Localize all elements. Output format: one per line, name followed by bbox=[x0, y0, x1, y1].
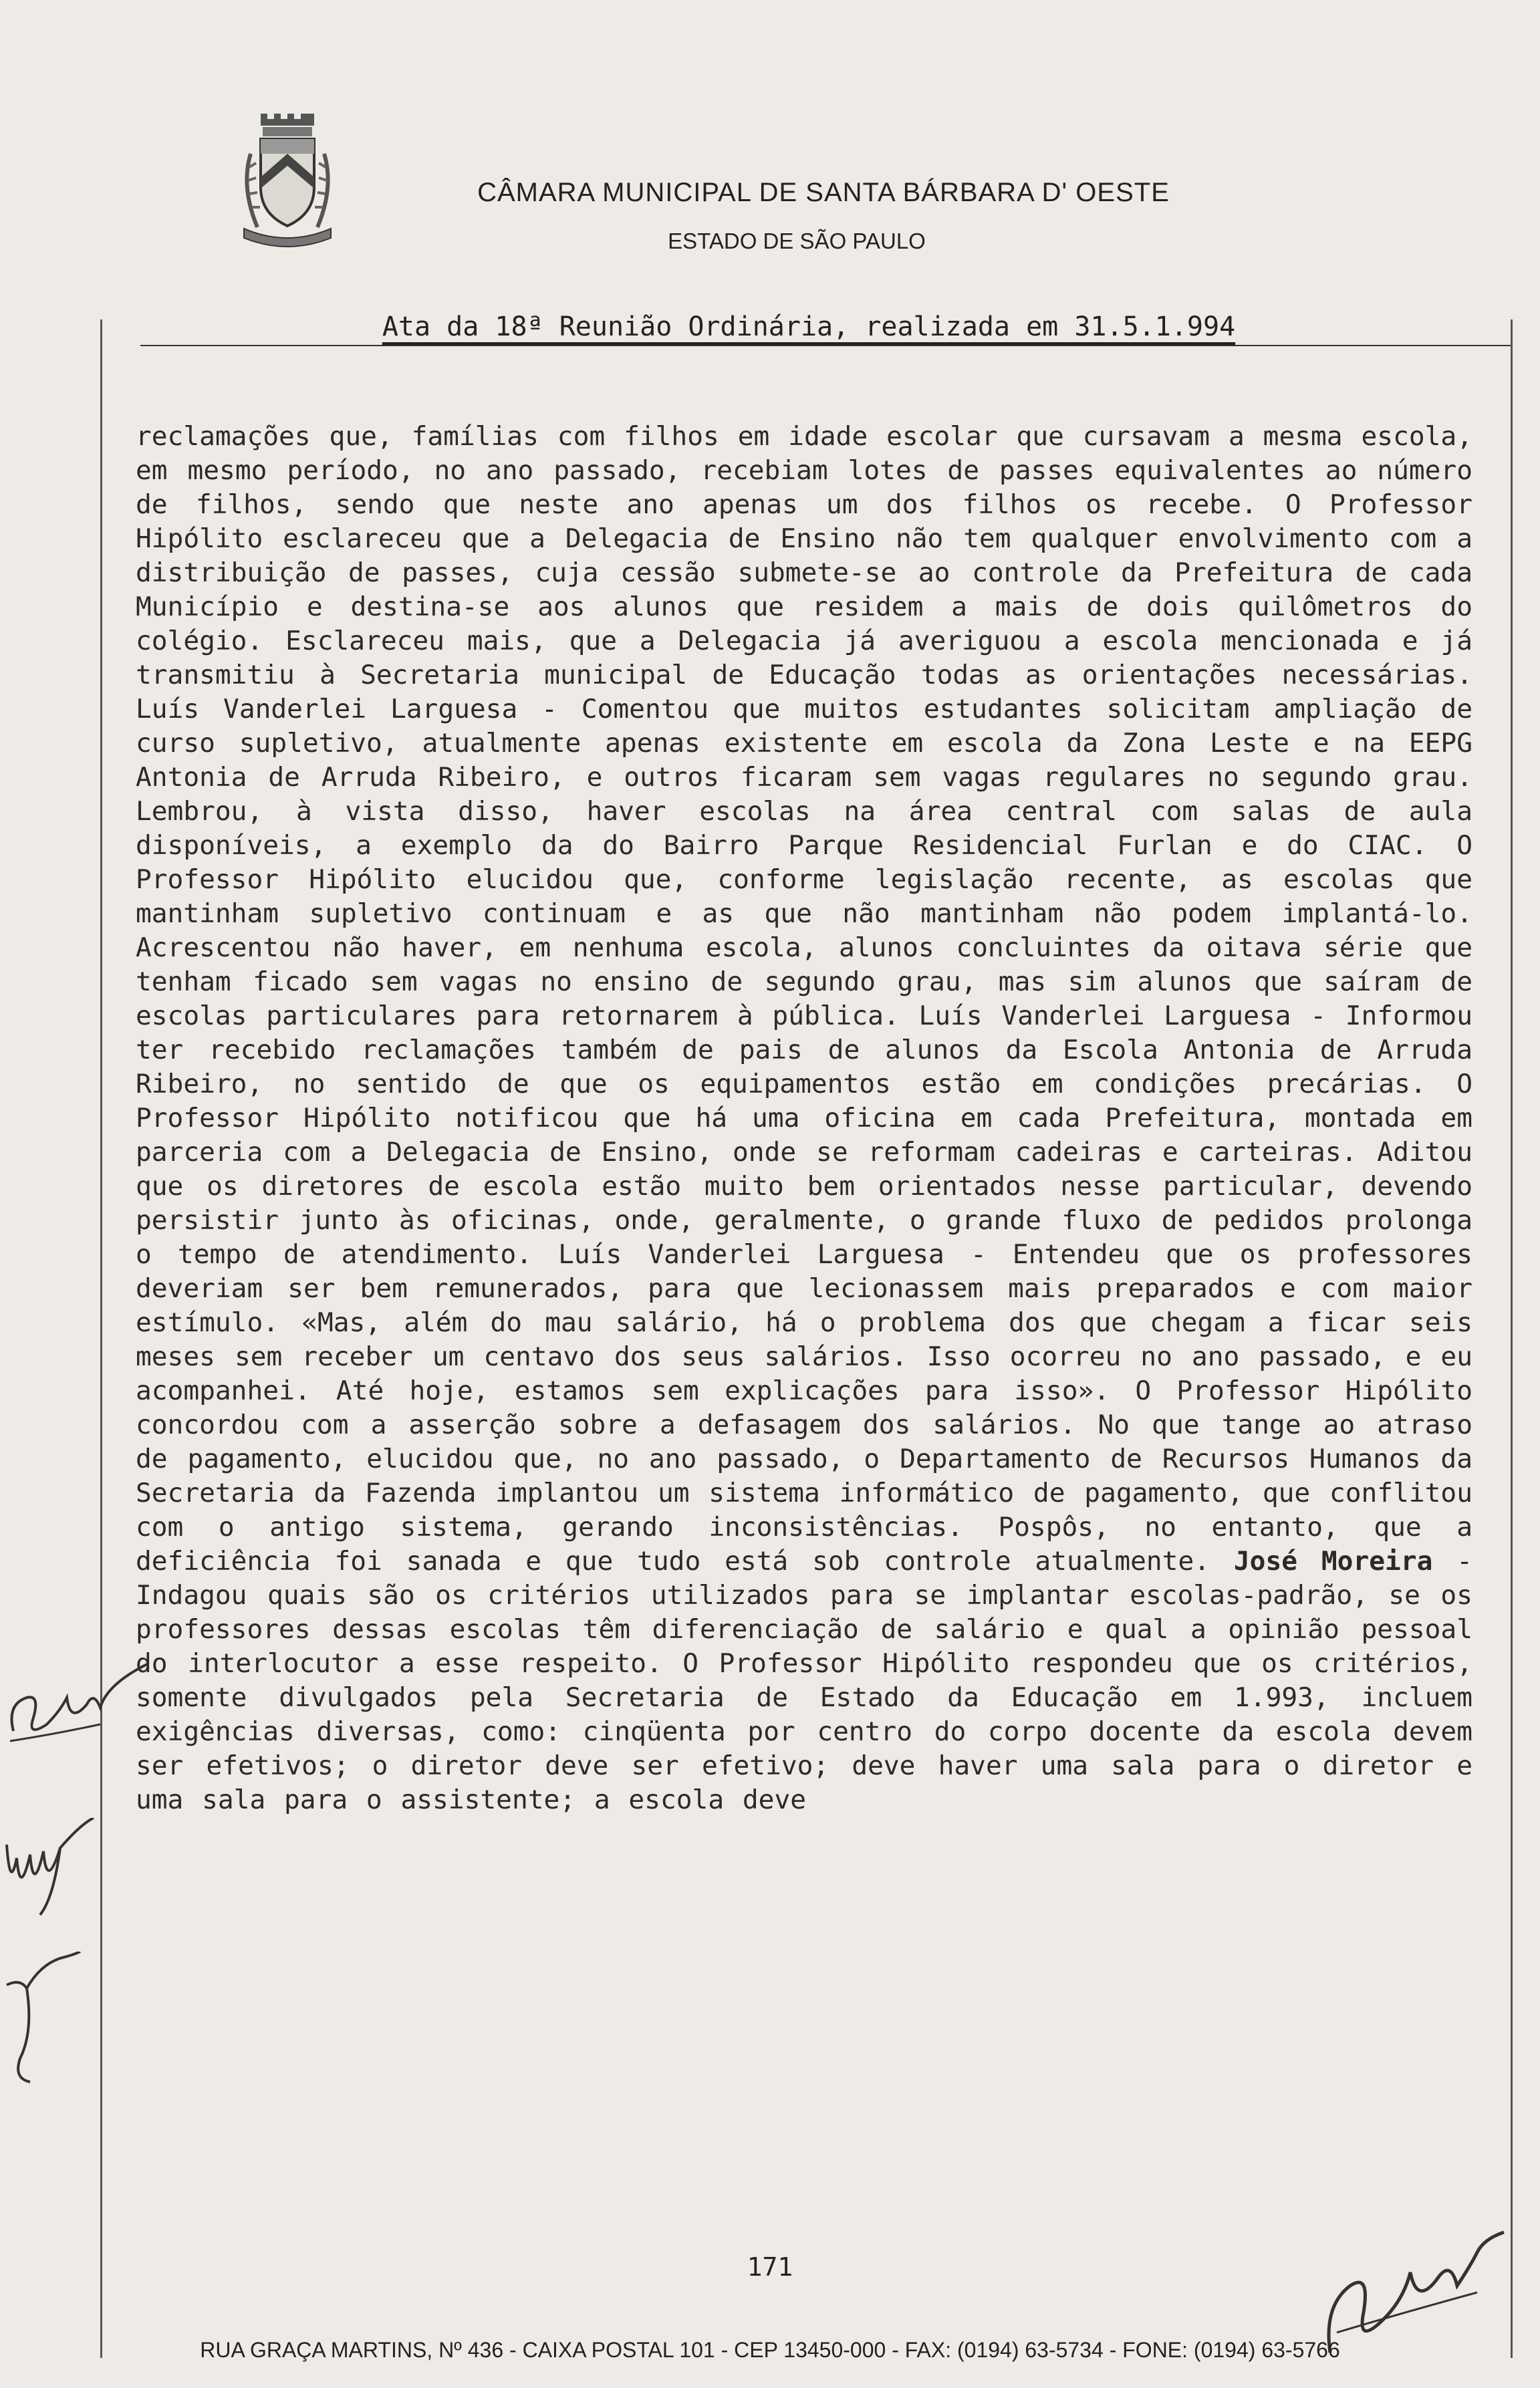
margin-signature-2-icon bbox=[0, 1818, 107, 1918]
body-paragraph-part-1: reclamações que, famílias com filhos em idade escolar que cursavam a mesma escola, em mesmo período, no ano passado, recebiam lotes de passes equivalentes ao número de filhos, sendo que neste ano apenas um dos filhos os recebe. O Professor Hipólito esclareceu que a Delegacia de Ensino não tem qualquer envolvimento com a distribuição de passes, cuja cessão submete-se ao controle da Prefeitura de cada Município e destina-se aos alunos que residem a mais de dois quilômetros do colégio. Esclareceu mais, que a Delegacia já averiguou a escola mencionada e já transmitiu à Secretaria municipal de Educação todas as orientações necessárias. Luís Vanderlei Larguesa - Comentou que muitos estudantes solicitam ampliação de curso supletivo, atualmente apenas existente em escola da Zona Leste e na EEPG Antonia de Arruda Ribeiro, e outros ficaram sem vagas regulares no segundo grau. Lembrou, à vista disso, haver escolas na área central com salas de aula disponíveis, a exemplo da do Bairro Parque Residencial Furlan e do CIAC. O Professor Hipólito elucidou que, conforme legislação recente, as escolas que mantinham supletivo continuam e as que não mantinham não podem implantá-lo. Acrescentou não haver, em nenhuma escola, alunos concluintes da oitava série que tenham ficado sem vagas no ensino de segundo grau, mas sim alunos que saíram de escolas particulares para retornarem à pública. Luís Vanderlei Larguesa - Informou ter recebido reclamações também de pais de alunos da Escola Antonia de Arruda Ribeiro, no sentido de que os equipamentos estão em condições precárias. O Professor Hipólito notificou que há uma oficina em cada Prefeitura, montada em parceria com a Delegacia de Ensino, onde se reformam cadeiras e carteiras. Aditou que os diretores de escola estão muito bem orientados nesse particular, devendo persistir junto às oficinas, onde, geralmente, o grande fluxo de pedidos prolonga o tempo de atendimento. Luís Vanderlei Larguesa - Entendeu que os professores deveriam ser bem remunerados, para que lecionassem mais preparados e com maior estímulo. «Mas, além do mau salário, há o problema dos que chegam a ficar seis meses sem receber um centavo dos seus salários. Isso ocorreu no ano passado, e eu acompanhei. Até hoje, estamos sem explicações para isso». O Professor Hipólito concordou com a asserção sobre a defasagem dos salários. No que tange ao atraso de pagamento, elucidou que, no ano passado, o Departamento de Recursos Humanos da Secretaria da Fazenda implantou um sistema informático de pagamento, que conflitou com o antigo sistema, gerando inconsistências. Pospôs, no entanto, que a deficiência foi sanada e que tudo está sob controle atualmente. bbox=[136, 421, 1472, 1577]
minutes-title: Ata da 18ª Reunião Ordinária, realizada em 31.5.1.994 bbox=[382, 311, 1236, 342]
margin-signature-1-icon bbox=[0, 1657, 154, 1751]
state-name: ESTADO DE SÃO PAULO bbox=[668, 229, 926, 253]
title-rule bbox=[140, 345, 1511, 346]
institution-name: CÂMARA MUNICIPAL DE SANTA BÁRBARA D' OESTE bbox=[477, 178, 1170, 207]
page-number: 171 bbox=[747, 2252, 793, 2282]
body-paragraph-part-2: - Indagou quais são os critérios utilizados para se implantar escolas-padrão, se os professores dessas escolas têm diferenciação de salário e qual a opinião pessoal do interlocutor a esse respeito. O Professor Hipólito respondeu que os critérios, somente divulgados pela Secretaria de Estado da Educação em 1.993, incluem exigências diversas, como: cinqüenta por centro do corpo docente da escola devem ser efetivos; o diretor deve ser efetivo; deve haver uma sala para o diretor e uma sala para o assistente; a escola deve bbox=[136, 1546, 1473, 1815]
speaker-name: José Moreira bbox=[1233, 1546, 1433, 1577]
margin-signature-3-icon bbox=[0, 1952, 94, 2085]
right-margin-rule bbox=[1511, 319, 1513, 2358]
left-margin-rule bbox=[100, 319, 102, 2358]
minutes-body bbox=[136, 420, 1472, 1817]
footer-address: RUA GRAÇA MARTINS, Nº 436 - CAIXA POSTAL 101 - CEP 13450-000 - FAX: (0194) 63-5734 - FONE: (0194) 63-5766 bbox=[200, 2338, 1340, 2362]
